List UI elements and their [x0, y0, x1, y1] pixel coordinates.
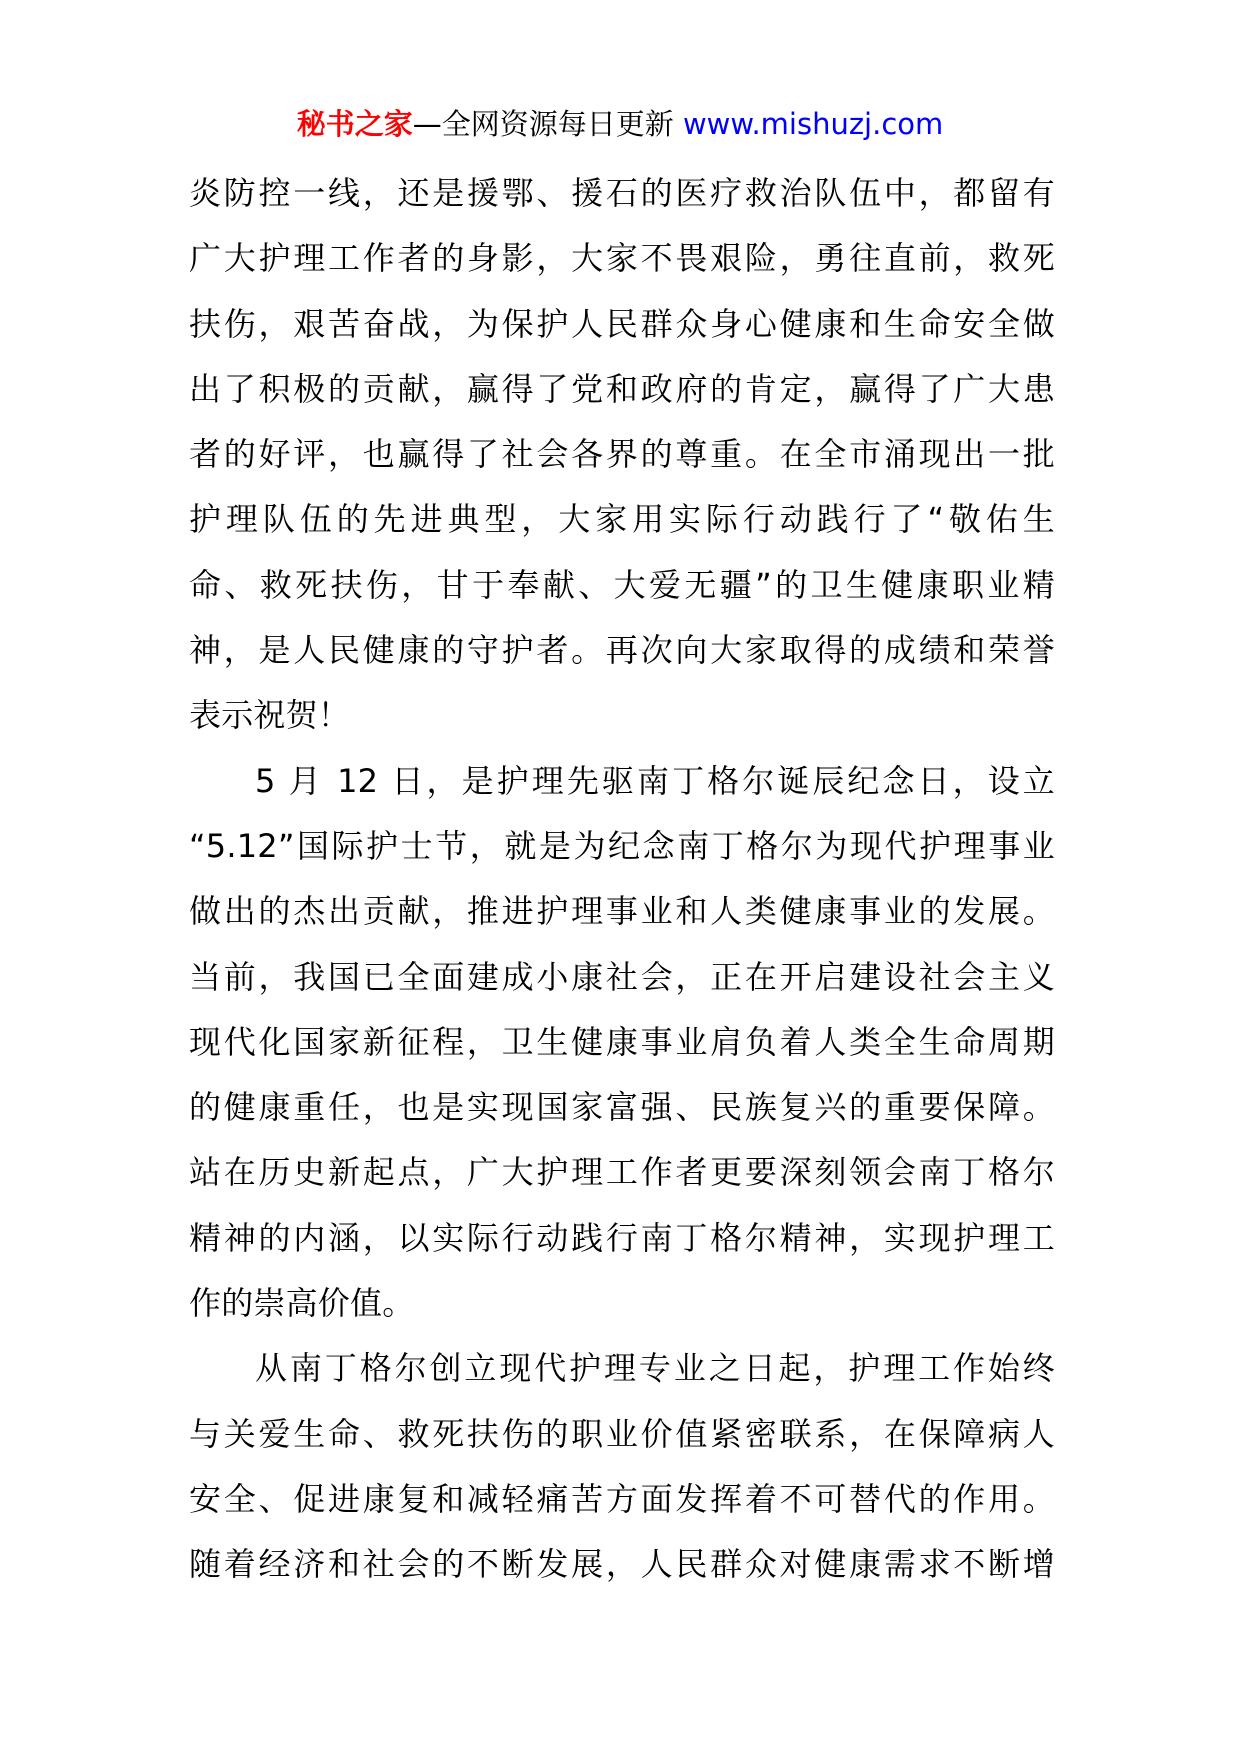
header-tagline: —全网资源每日更新 [412, 107, 683, 141]
text-line: 现代化国家新征程，卫生健康事业肩负着人类全生命周期 [189, 1022, 1055, 1061]
text-line: 站在历史新起点，广大护理工作者更要深刻领会南丁格尔 [189, 1153, 1055, 1192]
text-line: 扶伤，艰苦奋战，为保护人民群众身心健康和生命安全做 [189, 304, 1055, 343]
text-line: 者的好评，也赢得了社会各界的尊重。在全市涌现出一批 [189, 435, 1055, 474]
text-line: 命、救死扶伤，甘于奉献、大爱无疆”的卫生健康职业精 [189, 565, 1055, 604]
text-line: 作的崇高价值。 [189, 1284, 415, 1323]
text-line: 做出的杰出贡献，推进护理事业和人类健康事业的发展。 [189, 892, 1055, 931]
text-line: 当前，我国已全面建成小康社会，正在开启建设社会主义 [189, 957, 1055, 996]
text-line: 表示祝贺！ [189, 696, 351, 735]
text-line: 精神的内涵，以实际行动践行南丁格尔精神，实现护理工 [189, 1218, 1055, 1257]
text-line: 的健康重任，也是实现国家富强、民族复兴的重要保障。 [189, 1088, 1055, 1127]
text-line: 从南丁格尔创立现代护理专业之日起，护理工作始终 [255, 1349, 1055, 1388]
text-line: 5 月 12 日，是护理先驱南丁格尔诞辰纪念日，设立 [255, 761, 1055, 800]
header-url-link[interactable]: www.mishuzj.com [682, 107, 944, 141]
text-line: 护理队伍的先进典型，大家用实际行动践行了“敬佑生 [189, 500, 1055, 539]
header-brand: 秘书之家 [296, 107, 413, 141]
text-line: 安全、促进康复和减轻痛苦方面发挥着不可替代的作用。 [189, 1479, 1055, 1518]
text-line: 与关爱生命、救死扶伤的职业价值紧密联系，在保障病人 [189, 1414, 1055, 1453]
text-line: 炎防控一线，还是援鄂、援石的医疗救治队伍中，都留有 [189, 174, 1055, 212]
page-header [0, 104, 1240, 144]
text-line: “5.12”国际护士节，就是为纪念南丁格尔为现代护理事业 [189, 826, 1055, 865]
text-line: 随着经济和社会的不断发展，人民群众对健康需求不断增 [189, 1545, 1055, 1584]
text-line: 广大护理工作者的身影，大家不畏艰险，勇往直前，救死 [189, 239, 1055, 278]
text-line: 神，是人民健康的守护者。再次向大家取得的成绩和荣誉 [189, 631, 1055, 670]
text-line: 出了积极的贡献，赢得了党和政府的肯定，赢得了广大患 [189, 369, 1055, 408]
document-body [189, 161, 1055, 1598]
